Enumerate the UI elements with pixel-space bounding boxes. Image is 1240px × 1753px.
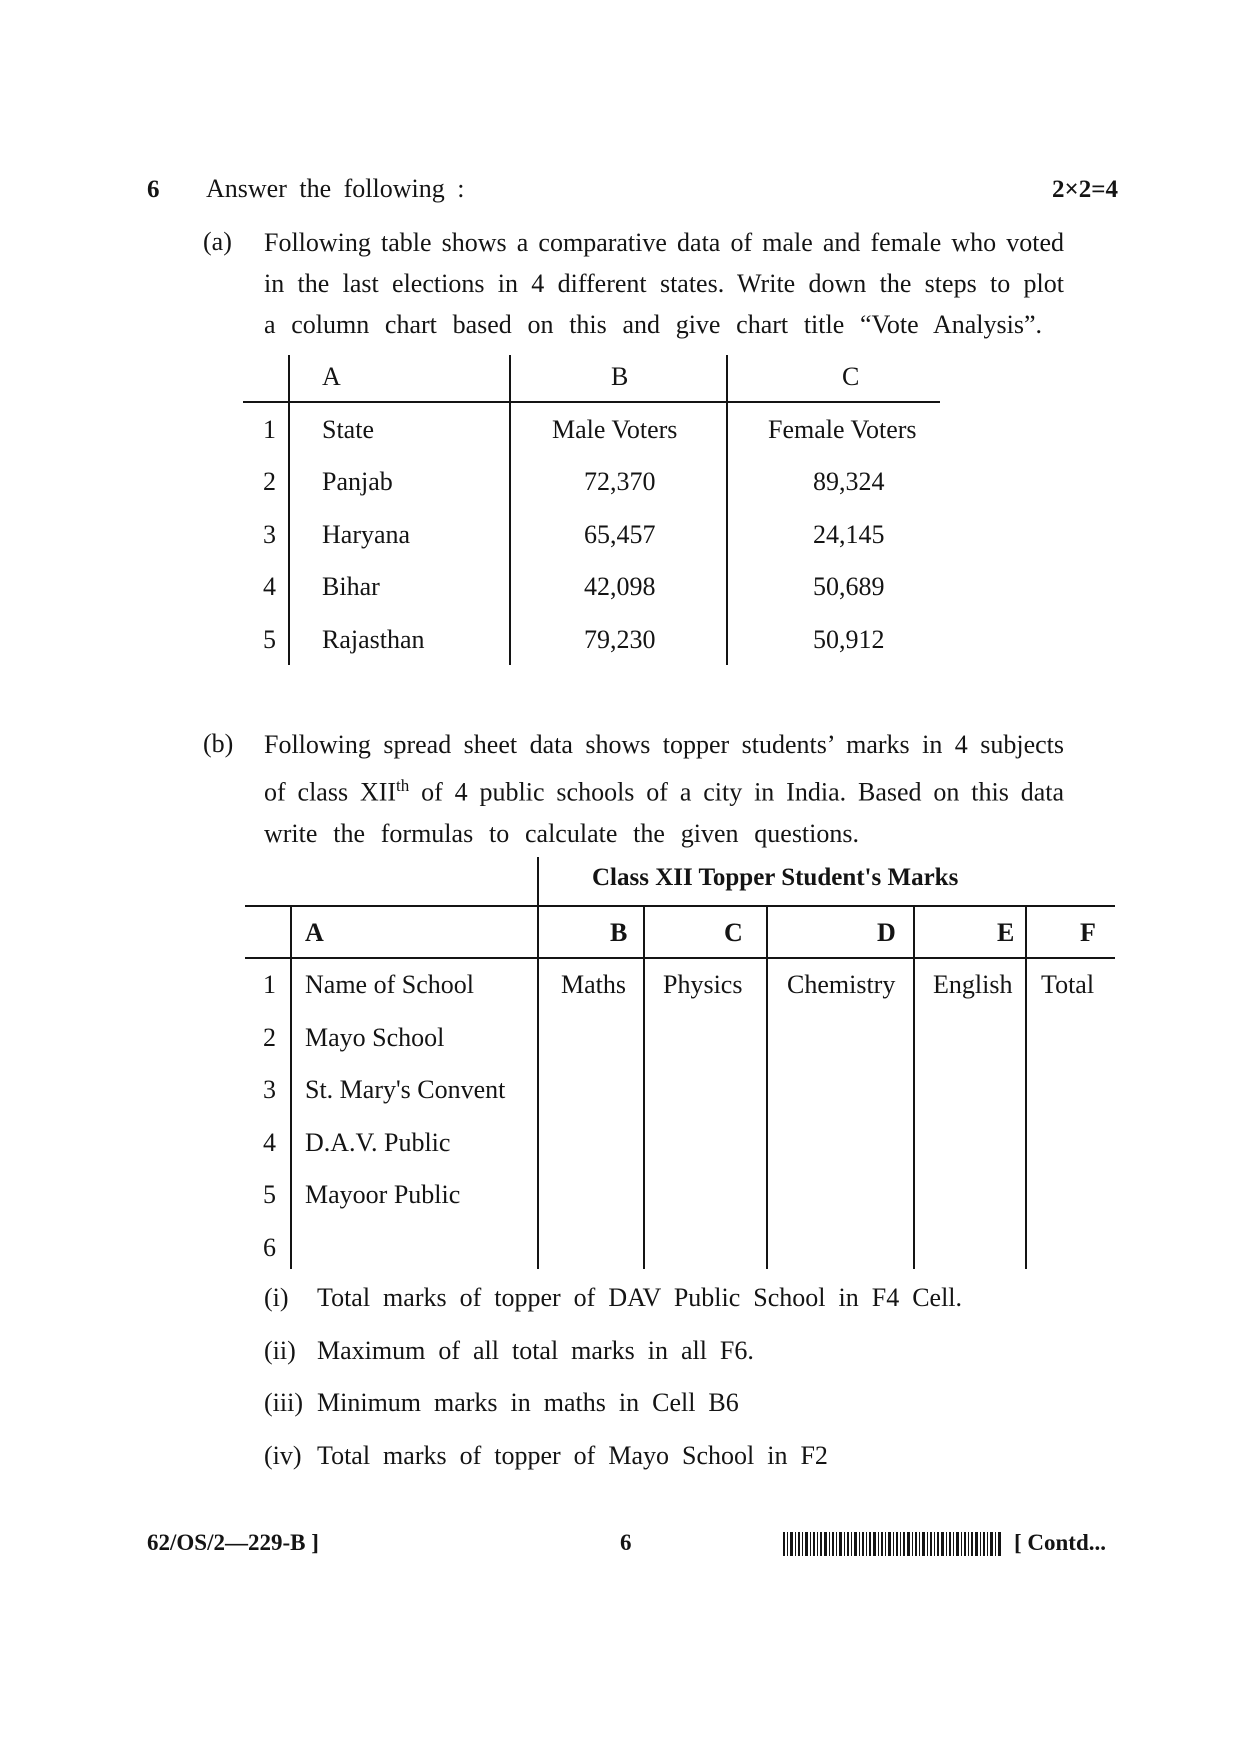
vote-cell-state: State bbox=[322, 415, 374, 444]
vote-row-num: 1 bbox=[263, 415, 276, 444]
part-a-line-1: Following table shows a comparative data of male and female who voted bbox=[264, 228, 1064, 257]
marks-col-b: B bbox=[610, 918, 628, 947]
marks-col-f: F bbox=[1080, 918, 1096, 947]
marks-header-rule bbox=[245, 957, 1115, 959]
part-a-paragraph bbox=[264, 222, 1064, 345]
marks-row-num: 1 bbox=[263, 970, 276, 999]
marks-cell-school: Name of School bbox=[305, 970, 474, 999]
marks-col-c: C bbox=[724, 918, 743, 947]
marks-table-caption: Class XII Topper Student's Marks bbox=[592, 864, 959, 891]
vote-table-col-b: B bbox=[611, 362, 629, 391]
sub-question-num: (i) bbox=[264, 1283, 289, 1312]
marks-row-num: 3 bbox=[263, 1075, 276, 1104]
marks-col-divider bbox=[1025, 905, 1027, 1269]
question-number: 6 bbox=[147, 176, 160, 203]
sub-question-text: Maximum of all total marks in all F6. bbox=[317, 1336, 754, 1365]
marks-cell-school: Mayoor Public bbox=[305, 1180, 461, 1209]
marks-cell-physics: Physics bbox=[663, 970, 743, 999]
part-a-line-3: a column chart based on this and give chart title “Vote Analysis”. bbox=[264, 310, 1042, 339]
vote-cell-female: 50,912 bbox=[813, 625, 885, 654]
marks-cell-school: St. Mary's Convent bbox=[305, 1075, 506, 1104]
sub-question-num: (iii) bbox=[264, 1388, 303, 1417]
vote-cell-female: 89,324 bbox=[813, 467, 885, 496]
sub-question bbox=[264, 1336, 754, 1366]
marks-col-e: E bbox=[997, 918, 1015, 947]
part-b-line-2: of class XIIth of 4 public schools of a city in India. Based on this data bbox=[264, 776, 1065, 807]
sub-question bbox=[264, 1283, 963, 1313]
vote-table-col-c: C bbox=[842, 362, 860, 391]
marks-cell-maths: Maths bbox=[561, 970, 626, 999]
vote-cell-male: 72,370 bbox=[584, 467, 656, 496]
vote-row-num: 5 bbox=[263, 625, 276, 654]
page-number: 6 bbox=[620, 1530, 632, 1555]
sub-question-text: Total marks of topper of Mayo School in F2 bbox=[317, 1441, 828, 1470]
sub-question-num: (iv) bbox=[264, 1441, 302, 1470]
marks-cell-english: English bbox=[933, 970, 1013, 999]
vote-cell-female: Female Voters bbox=[768, 415, 917, 444]
sub-question-text: Minimum marks in maths in Cell B6 bbox=[317, 1388, 739, 1417]
vote-cell-male: 42,098 bbox=[584, 572, 656, 601]
vote-cell-state: Panjab bbox=[322, 467, 393, 496]
part-a-label: (a) bbox=[203, 227, 232, 256]
marks-row-num: 5 bbox=[263, 1180, 276, 1209]
vote-cell-female: 24,145 bbox=[813, 520, 885, 549]
vote-cell-state: Haryana bbox=[322, 520, 411, 549]
marks-col-divider bbox=[643, 905, 645, 1269]
marks-col-divider bbox=[537, 905, 539, 1269]
marks-row-num: 4 bbox=[263, 1128, 276, 1157]
vote-row-num: 3 bbox=[263, 520, 276, 549]
marks-col-divider bbox=[766, 905, 768, 1269]
vote-row-num: 4 bbox=[263, 572, 276, 601]
part-a-line-2: in the last elections in 4 different states. Write down the steps to plot bbox=[264, 269, 1064, 298]
marks-col-divider bbox=[913, 905, 915, 1269]
marks-row-num: 2 bbox=[263, 1023, 276, 1052]
sub-question-text: Total marks of topper of DAV Public School in F4 Cell. bbox=[317, 1283, 963, 1312]
marks-rownum-divider bbox=[290, 905, 292, 1269]
part-b-line-1: Following spread sheet data shows topper students’ marks in 4 subjects bbox=[264, 730, 1064, 759]
vote-row-num: 2 bbox=[263, 467, 276, 496]
part-b-paragraph bbox=[264, 724, 1064, 854]
paper-code: 62/OS/2—229-B ] bbox=[147, 1530, 319, 1555]
continued-label: [ Contd... bbox=[1014, 1530, 1107, 1555]
sub-question bbox=[264, 1388, 739, 1418]
vote-table-col-a: A bbox=[322, 362, 341, 391]
marks-cell-chemistry: Chemistry bbox=[787, 970, 896, 999]
marks-cell-school: D.A.V. Public bbox=[305, 1128, 451, 1157]
vote-cell-state: Bihar bbox=[322, 572, 380, 601]
vote-cell-male: Male Voters bbox=[552, 415, 678, 444]
part-b-line-3: write the formulas to calculate the given questions. bbox=[264, 818, 859, 848]
sub-question bbox=[264, 1441, 828, 1471]
vote-cell-male: 79,230 bbox=[584, 625, 656, 654]
marks-cell-total: Total bbox=[1041, 970, 1095, 999]
marks-caption-divider bbox=[537, 857, 539, 905]
marks-col-a: A bbox=[305, 918, 324, 947]
vote-cell-state: Rajasthan bbox=[322, 625, 425, 654]
marks-col-d: D bbox=[877, 918, 896, 947]
part-b-label: (b) bbox=[203, 729, 234, 758]
sub-question-num: (ii) bbox=[264, 1336, 296, 1365]
vote-cell-female: 50,689 bbox=[813, 572, 885, 601]
barcode-icon bbox=[783, 1532, 1001, 1556]
vote-table-header-rule bbox=[243, 401, 940, 403]
question-marks: 2×2=4 bbox=[1052, 176, 1118, 203]
marks-cell-school: Mayo School bbox=[305, 1023, 445, 1052]
marks-caption-rule bbox=[245, 905, 1115, 907]
question-title: Answer the following : bbox=[206, 174, 465, 203]
marks-row-num: 6 bbox=[263, 1233, 276, 1262]
vote-cell-male: 65,457 bbox=[584, 520, 656, 549]
